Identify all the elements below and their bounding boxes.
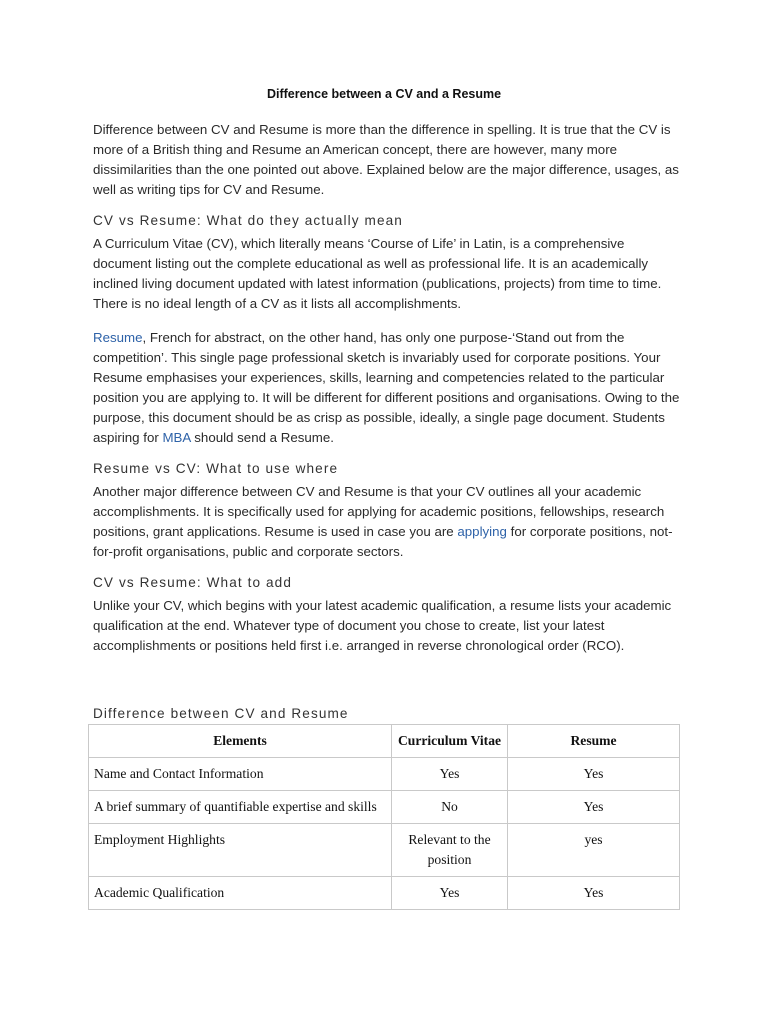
table-cell-element: Name and Contact Information [89, 758, 392, 791]
table-row [89, 877, 680, 910]
table-cell-resume: Yes [508, 877, 680, 910]
resume-definition-end: should send a Resume. [190, 430, 334, 445]
what-to-add-paragraph: Unlike your CV, which begins with your latest academic qualification, a resume lists your academic qualification at the end. Whatever type of document you chose to create, list your latest accomplishments or positions held first i.e. arranged in reverse chronological order (RCO). [93, 598, 672, 653]
table-cell-cv: Yes [392, 758, 508, 791]
table-header-row [89, 725, 680, 758]
document-title: Difference between a CV and a Resume [266, 87, 502, 101]
resume-definition-paragraph [93, 328, 683, 448]
cv-definition-paragraph: A Curriculum Vitae (CV), which literally means ‘Course of Life’ in Latin, is a comprehensive document listing out the complete educational as well as professional life. It is an academically inclined living document updated with latest information (publications, projects) from time to time. There is no ideal length of a CV as it lists all accomplishments. [93, 236, 662, 311]
section-heading-meaning: CV vs Resume: What do they actually mean [93, 213, 403, 228]
table-row [89, 791, 680, 824]
comparison-table [88, 724, 680, 910]
table-row [89, 824, 680, 877]
mba-link[interactable]: MBA [162, 430, 191, 445]
resume-definition-text: , French for abstract, on the other hand, has only one purpose-‘Stand out from the competition’. This single page professional sketch is invariably used for corporate positions. Your Resume emphasises your experiences, skills, learning and competencies related to the particular position you are applying to. It will be different for different positions and organisations. Owing to the purpose, this document should be as crisp as possible, ideally, a single page document. Students aspiring for [93, 330, 680, 445]
usage-text-start: Another major difference between CV and Resume is that your CV outlines all your academic accomplishments. It is specifically used for applying for academic positions, fellowships, research positions, grant applications. Resume is used in case you are [93, 484, 665, 539]
table-cell-resume: Yes [508, 758, 680, 791]
column-header-resume: Resume [508, 725, 680, 758]
column-header-elements: Elements [89, 725, 392, 758]
section-heading-where: Resume vs CV: What to use where [93, 461, 339, 476]
intro-paragraph: Difference between CV and Resume is more than the difference in spelling. It is true that the CV is more of a British thing and Resume an American concept, there are however, many more dissimilarities than the one pointed out above. Explained below are the major difference, usages, as well as writing tips for CV and Resume. [93, 122, 679, 197]
applying-link[interactable]: applying [457, 524, 507, 539]
table-cell-cv: No [392, 791, 508, 824]
table-cell-element: Academic Qualification [89, 877, 392, 910]
table-cell-cv: Relevant to the position [392, 824, 508, 877]
table-cell-resume: yes [508, 824, 680, 877]
usage-paragraph [93, 482, 683, 562]
table-heading: Difference between CV and Resume [93, 706, 349, 721]
table-cell-resume: Yes [508, 791, 680, 824]
usage-text-end: for corporate positions, not-for-profit organisations, public and corporate sectors. [93, 524, 673, 559]
table-row [89, 758, 680, 791]
table-cell-cv: Yes [392, 877, 508, 910]
resume-link[interactable]: Resume [93, 330, 143, 345]
section-heading-add: CV vs Resume: What to add [93, 575, 293, 590]
column-header-cv: Curriculum Vitae [392, 725, 508, 758]
table-cell-element: Employment Highlights [89, 824, 392, 877]
table-cell-element: A brief summary of quantifiable expertise and skills [89, 791, 392, 824]
